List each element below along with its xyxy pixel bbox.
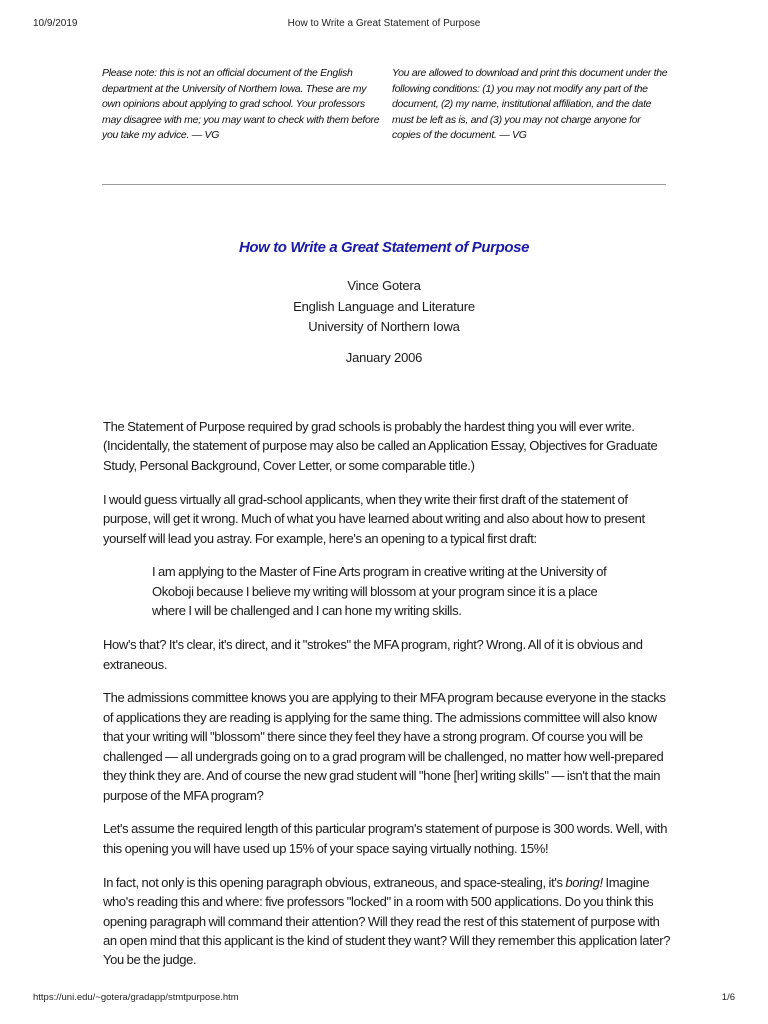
print-footer: [0, 992, 768, 1006]
author-department: English Language and Literature: [293, 298, 475, 314]
paragraph-text: In fact, not only is this opening paragraph obvious, extraneous, and space-stealing, it's: [103, 874, 566, 890]
paragraph: [103, 873, 675, 970]
print-page-title: How to Write a Great Statement of Purpose: [287, 18, 481, 29]
author-name: Vince Gotera: [347, 278, 421, 293]
paragraph-text: Imagine who's reading this and where: five professors "locked" in a room with 500 applications. Do you think this opening paragraph will command their attention? Will they read the rest of this statement of purpose with an open mind that this applicant is the kind of student they want? Will they remember this application later? You be the judge.: [103, 874, 671, 968]
disclaimer-note: Please note: this is not an official document of the English department at the University of Northern Iowa. These are my own opinions about applying to grad school. Your professors may disagree with me; you may want to check with them before you take my advice. — VG: [102, 67, 380, 142]
author-university: University of Northern Iowa: [308, 319, 460, 334]
paragraph: Let's assume the required length of this particular program's statement of purpose is 300 words. Well, with this opening you will have used up 15% of your space saying virtually nothing. 15%!: [103, 821, 668, 856]
page-number: 1/6: [721, 992, 735, 1003]
document-date: January 2006: [345, 350, 423, 365]
emphasis-text: boring!: [565, 874, 603, 890]
example-quote: I am applying to the Master of Fine Arts program in creative writing at the University of Okoboji because I believe my writing will blossom at your program since it is a place where I will be challenged and I can hone my writing skills.: [152, 564, 607, 619]
disclaimer-notes: [102, 66, 670, 144]
paragraph: The Statement of Purpose required by grad schools is probably the hardest thing you will ever write. (Incidentally, the statement of purpose may also be called an Application Essay, Objectives for Graduate Study, Personal Background, Cover Letter, or some comparable title.): [103, 419, 658, 473]
print-date: 10/9/2019: [33, 18, 78, 29]
paragraph: I would guess virtually all grad-school applicants, when they write their first draft of the statement of purpose, will get it wrong. Much of what you have learned about writing and also about how to present yourself will lead you astray. For example, here's an opening to a typical first draft:: [103, 491, 645, 546]
copyright-note: You are allowed to download and print this document under the following conditions: (1) you may not modify any part of the document, (2) my name, institutional affiliation, and the date must be left as is, and (3) you may not charge anyone for copies of the document. — VG: [392, 67, 668, 142]
print-header: [0, 18, 768, 32]
document-title: How to Write a Great Statement of Purpose: [238, 239, 530, 256]
article-body: [103, 417, 675, 984]
page-url: https://uni.edu/~gotera/gradapp/stmtpurpose.htm: [33, 992, 239, 1003]
paragraph: The admissions committee knows you are applying to their MFA program because everyone in the stacks of applications they are reading is applying for the same thing. The admissions committee will also know that your writing will "blossom" there since they feel they have a strong program. Of course you will be challenged — all undergrads going on to a grad program will be challenged, no matter how well-prepared they think they are. And of course the new grad student will "hone [her] writing skills" — isn't that the main purpose of the MFA program?: [103, 690, 666, 803]
horizontal-divider: [102, 184, 666, 185]
byline: [0, 276, 768, 338]
paragraph: How's that? It's clear, it's direct, and it "strokes" the MFA program, right? Wrong. All of it is obvious and extraneous.: [103, 637, 643, 672]
